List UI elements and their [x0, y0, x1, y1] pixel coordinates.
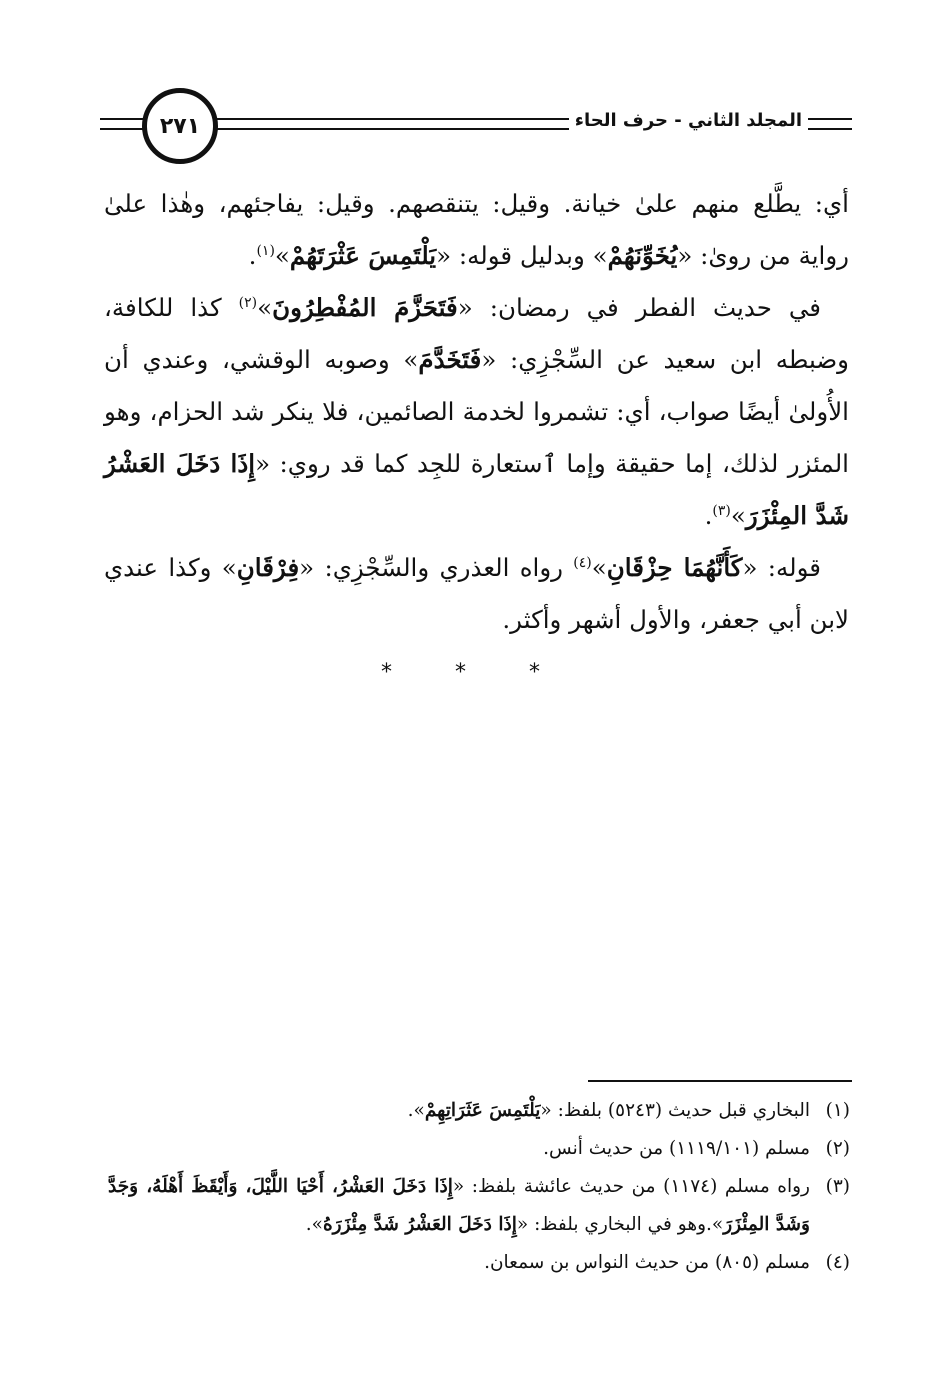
footnote-text	[108, 1092, 810, 1130]
footnote-ref: (٤)	[573, 554, 592, 571]
text-run: رواه مسلم (١١٧٤) من حديث عائشة بلفظ: «	[452, 1176, 810, 1197]
text-run: أي: يطَّلع منهم علىٰ خيانة. وقيل: يتنقصهم. وقيل: يفاجئهم، وهٰذا علىٰ رواية من روىٰ: «	[104, 189, 849, 270]
paragraph-2	[104, 282, 849, 542]
hadith-quote: يَلْتَمِسَ عَثَرَاتِهِمْ	[424, 1100, 541, 1121]
text-run: ».	[305, 1214, 323, 1235]
hadith-quote: إِذَا دَخَلَ العَشْرُ شَدَّ المِئْزَرَ	[104, 449, 849, 530]
paragraph-1	[104, 178, 849, 282]
footnote-3	[108, 1168, 850, 1244]
text-run: كذا للكافة، وضبطه ابن سعيد عن السِّجْزِي: «	[104, 293, 850, 374]
text-run: » وكذا عندي لابن أبي جعفر، والأول أشهر وأكثر.	[104, 553, 849, 634]
footnote-number: (١)	[825, 1100, 850, 1121]
page-number: ٢٧١	[142, 88, 218, 164]
paragraph-3	[104, 542, 849, 646]
text-run: .	[704, 501, 713, 530]
footnote-number: (٣)	[825, 1176, 850, 1197]
hadith-quote: يَلْتَمِسَ عَثْرَتَهُمْ	[289, 241, 437, 270]
text-run: في حديث الفطر في رمضان: «	[457, 293, 821, 322]
text-run: »	[257, 293, 273, 322]
footnote-number: (٢)	[825, 1138, 850, 1159]
footnote-text	[108, 1130, 810, 1168]
main-text	[104, 178, 849, 646]
section-separator: * * *	[381, 660, 568, 685]
footnote-divider	[588, 1080, 852, 1082]
hadith-quote: إِذَا دَخَلَ العَشْرُ شَدَّ مِئْزَرَهُ	[322, 1214, 517, 1235]
text-run: » وبدليل قوله: «	[436, 241, 608, 270]
text-run: ».	[407, 1100, 425, 1121]
running-header	[100, 88, 852, 172]
footnote-text	[108, 1244, 810, 1282]
text-run: .	[248, 241, 257, 270]
running-title: المجلد الثاني - حرف الحاء	[569, 110, 808, 131]
footnotes	[108, 1092, 850, 1282]
text-run: » وصوبه الوقشي، وعندي أن الأُولىٰ أيضًا صواب، أي: تشمروا لخدمة الصائمين، فلا ينكر شد الحزام، وهو المئزر لذلك، إما حقيقة وإما ٱستعارة للجِد كما قد روي: «	[104, 345, 849, 478]
text-run: مسلم (٨٠٥) من حديث النواس بن سمعان.	[484, 1252, 810, 1273]
footnote-4	[108, 1244, 850, 1282]
footnote-number: (٤)	[825, 1252, 850, 1273]
hadith-quote: فَتَحَزَّمَ المُفْطِرُونَ	[272, 293, 458, 322]
footnote-ref: (٢)	[238, 294, 258, 311]
hadith-quote: فِرْقَانِ	[236, 553, 300, 582]
footnote-ref: (١)	[256, 242, 275, 259]
hadith-quote: يُخَوِّنَهُمْ	[607, 241, 678, 270]
footnote-text	[108, 1168, 810, 1244]
hadith-quote: إِذَا دَخَلَ العَشْرُ، أَحْيَا اللَّيْلَ، وَأَيْقَظَ أَهْلَهُ، وَجَدَّ وَشَدَّ المِئْزَرَ	[108, 1176, 810, 1235]
hadith-quote: فَتَخَدَّمَ	[418, 345, 482, 374]
text-run: البخاري قبل حديث (٥٢٤٣) بلفظ: «	[540, 1100, 810, 1121]
footnote-ref: (٣)	[712, 502, 731, 519]
text-run: »	[591, 553, 607, 582]
text-run: قوله: «	[742, 553, 821, 582]
text-run: ».وهو في البخاري بلفظ: «	[516, 1214, 724, 1235]
footnote-1	[108, 1092, 850, 1130]
text-run: »	[274, 241, 290, 270]
footnote-2	[108, 1130, 850, 1168]
text-run: مسلم (١١١٩/١٠١) من حديث أنس.	[543, 1138, 810, 1159]
text-run: رواه العذري والسِّجْزِي: «	[299, 553, 574, 582]
text-run: »	[730, 501, 746, 530]
hadith-quote: كَأَنَّهُمَا حِزْقَانِ	[606, 553, 743, 582]
